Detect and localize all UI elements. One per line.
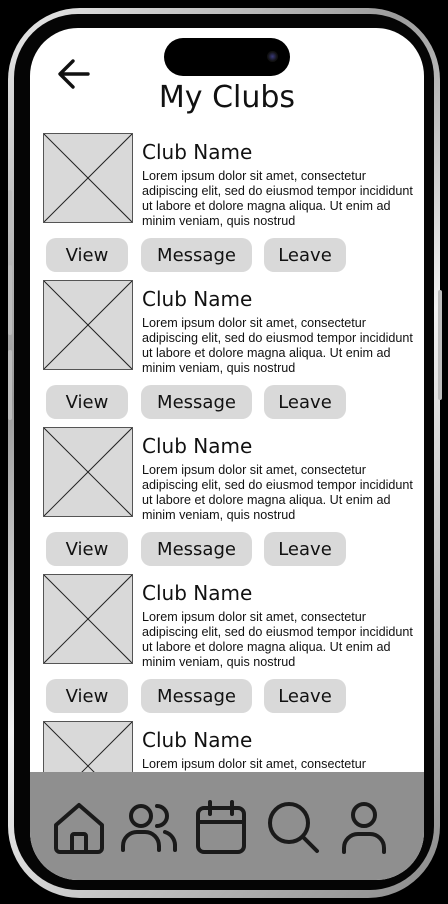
club-name: Club Name (142, 728, 253, 752)
club-card (30, 426, 424, 573)
camera-icon (267, 51, 278, 62)
tab-bar (30, 772, 424, 880)
club-card (30, 573, 424, 720)
message-button[interactable]: Message (141, 679, 252, 713)
image-placeholder-icon (44, 428, 132, 516)
volume-down-button (8, 350, 12, 420)
club-name: Club Name (142, 581, 253, 605)
view-button[interactable]: View (46, 385, 128, 419)
tab-profile[interactable] (335, 798, 393, 856)
club-card (30, 279, 424, 426)
tab-clubs[interactable] (119, 798, 177, 856)
leave-button[interactable]: Leave (264, 385, 346, 419)
view-button[interactable]: View (46, 532, 128, 566)
power-button (438, 290, 442, 400)
view-button[interactable]: View (46, 238, 128, 272)
tab-home[interactable] (50, 798, 108, 856)
calendar-icon (192, 798, 250, 856)
club-card (30, 132, 424, 279)
leave-button[interactable]: Leave (264, 679, 346, 713)
silent-switch (8, 190, 12, 230)
leave-button[interactable]: Leave (264, 532, 346, 566)
club-name: Club Name (142, 287, 253, 311)
image-placeholder-icon (44, 575, 132, 663)
tab-search[interactable] (264, 798, 322, 856)
search-icon (264, 798, 322, 856)
message-button[interactable]: Message (141, 238, 252, 272)
users-icon (119, 798, 177, 856)
dynamic-island (164, 38, 290, 76)
club-image-placeholder (43, 574, 133, 664)
app-screen (30, 28, 424, 880)
club-name: Club Name (142, 434, 253, 458)
message-button[interactable]: Message (141, 532, 252, 566)
leave-button[interactable]: Leave (264, 238, 346, 272)
club-image-placeholder (43, 133, 133, 223)
club-image-placeholder (43, 427, 133, 517)
club-list (30, 132, 424, 867)
club-name: Club Name (142, 140, 253, 164)
volume-up-button (8, 265, 12, 335)
club-image-placeholder (43, 280, 133, 370)
message-button[interactable]: Message (141, 385, 252, 419)
page-title: My Clubs (158, 80, 296, 115)
club-description: Lorem ipsum dolor sit amet, consectetur adipiscing elit, sed do eiusmod tempor incididunt ut labore et dolore magna aliqua. Ut enim ad minim veniam, quis nostrud (142, 169, 413, 228)
club-description: Lorem ipsum dolor sit amet, consectetur adipiscing elit, sed do eiusmod tempor incididunt ut labore et dolore magna aliqua. Ut enim ad minim veniam, quis nostrud (142, 610, 413, 669)
view-button[interactable]: View (46, 679, 128, 713)
club-description: Lorem ipsum dolor sit amet, consectetur adipiscing elit, sed do eiusmod tempor incididunt ut labore et dolore magna aliqua. Ut enim ad minim veniam, quis nostrud (142, 463, 413, 522)
club-description: Lorem ipsum dolor sit amet, consectetur adipiscing elit, sed do eiusmod tempor incididunt ut labore et dolore magna aliqua. Ut enim ad minim veniam, quis nostrud (142, 316, 413, 375)
home-icon (50, 798, 108, 856)
tab-calendar[interactable] (192, 798, 250, 856)
image-placeholder-icon (44, 281, 132, 369)
profile-icon (335, 798, 393, 856)
image-placeholder-icon (44, 134, 132, 222)
club-description: Lorem ipsum dolor sit amet, consectetur (142, 757, 366, 771)
